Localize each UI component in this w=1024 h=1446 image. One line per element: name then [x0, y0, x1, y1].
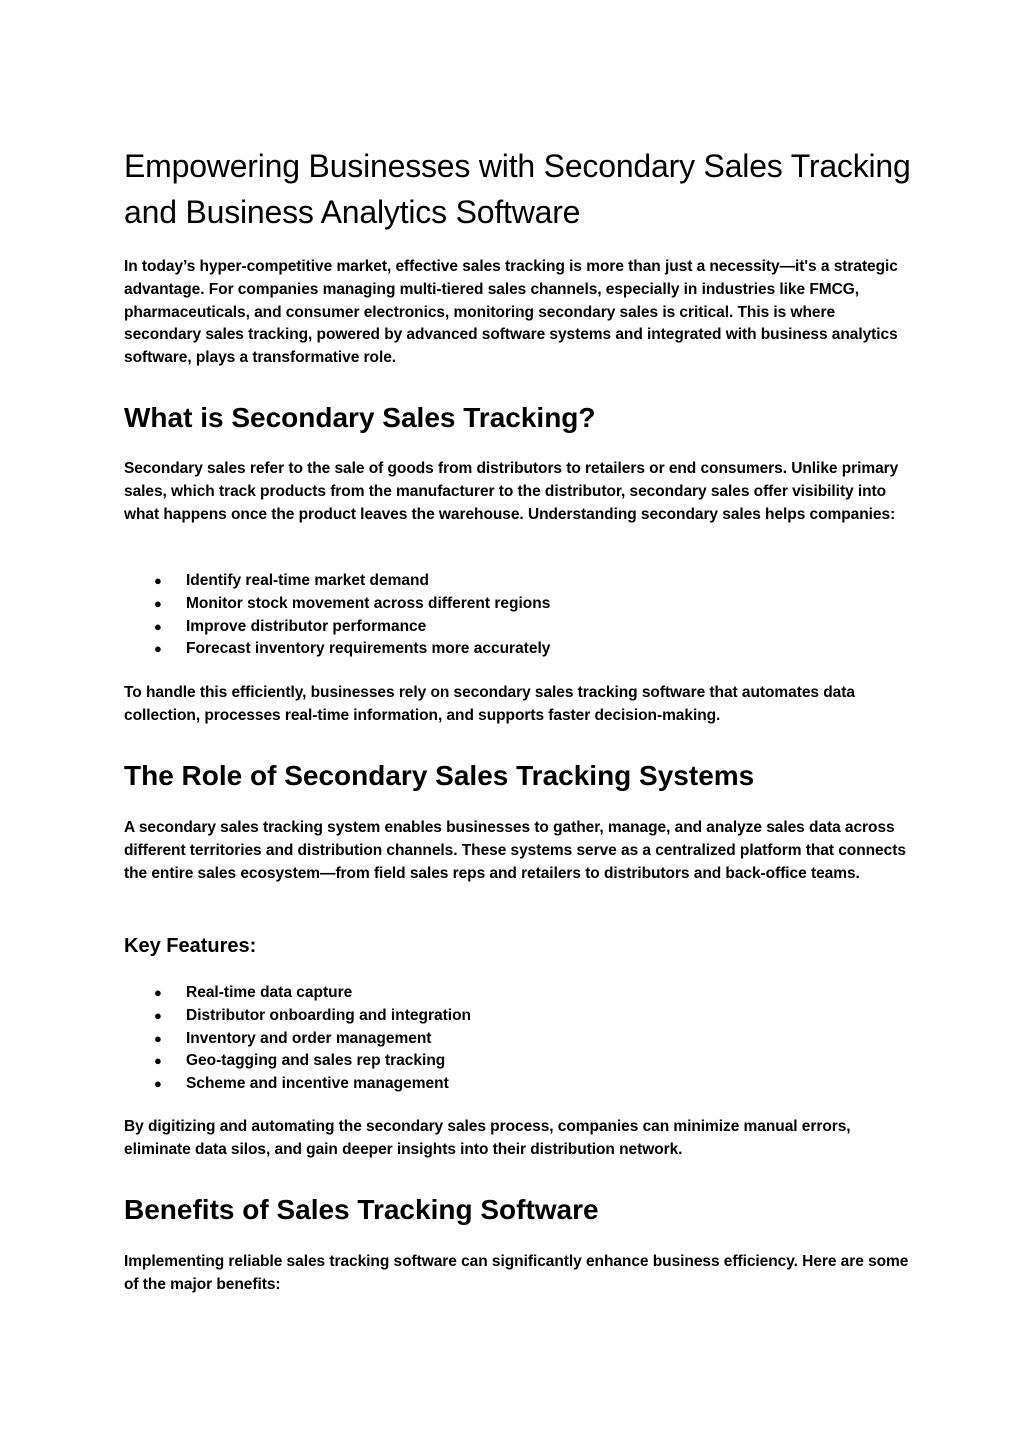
- list-item: [124, 982, 914, 1005]
- key-features-heading: Key Features:: [124, 935, 257, 957]
- list-item: [124, 570, 914, 593]
- bullet-icon: ●: [154, 1076, 162, 1092]
- document-title: Empowering Businesses with Secondary Sales Tracking and Business Analytics Software: [124, 148, 911, 230]
- bullet-icon: ●: [154, 1053, 162, 1069]
- list-item-text: Geo-tagging and sales rep tracking: [186, 1052, 446, 1070]
- bullet-icon: ●: [154, 573, 162, 588]
- list-item-text: Real-time data capture: [186, 984, 353, 1001]
- list-item: [124, 616, 914, 639]
- bullet-icon: ●: [154, 985, 162, 1000]
- section-heading-benefits: Benefits of Sales Tracking Software: [124, 1194, 599, 1225]
- section-role-paragraph-1: A secondary sales tracking system enables businesses to gather, manage, and analyze sales data across different territories and distribution channels. These systems serve as a centralized platform that connects the entire sales ecosystem—from field sales reps and retailers to distributors and back-office teams.: [124, 819, 906, 882]
- bullet-icon: ●: [154, 1007, 162, 1023]
- key-features-bullet-list: [124, 982, 914, 1096]
- list-item-text: Monitor stock movement across different regions: [186, 594, 551, 612]
- bullet-icon: ●: [154, 1030, 162, 1046]
- list-item: [124, 1005, 914, 1028]
- list-item-text: Improve distributor performance: [186, 617, 427, 635]
- list-item: [124, 593, 914, 616]
- section-role-paragraph-2: By digitizing and automating the secondary sales process, companies can minimize manual errors, eliminate data silos, and gain deeper insights into their distribution network.: [124, 1118, 851, 1158]
- list-item-text: Inventory and order management: [186, 1029, 432, 1047]
- bullet-icon: ●: [154, 595, 162, 611]
- list-item: [124, 1073, 914, 1096]
- section-what-is-paragraph-2: To handle this efficiently, businesses rely on secondary sales tracking software that automates data collection, processes real-time information, and supports faster decision-making.: [124, 684, 855, 724]
- bullet-icon: ●: [154, 641, 162, 657]
- section-benefits-paragraph-1: Implementing reliable sales tracking software can significantly enhance business efficiency. Here are some of the major benefits:: [124, 1253, 909, 1293]
- list-item-text: Distributor onboarding and integration: [186, 1006, 472, 1024]
- section-what-is-bullet-list: [124, 570, 914, 661]
- list-item-text: Scheme and incentive management: [186, 1075, 449, 1093]
- list-item: [124, 1050, 914, 1073]
- list-item-text: Forecast inventory requirements more accurately: [186, 640, 551, 658]
- section-heading-what-is: What is Secondary Sales Tracking?: [124, 402, 596, 433]
- bullet-icon: ●: [154, 618, 162, 634]
- section-heading-role: The Role of Secondary Sales Tracking Systems: [124, 760, 755, 791]
- list-item-text: Identify real-time market demand: [186, 572, 429, 589]
- list-item: [124, 638, 914, 661]
- section-what-is-paragraph-1: Secondary sales refer to the sale of goods from distributors to retailers or end consumers. Unlike primary sales, which track products from the manufacturer to the distributor, secondary sales offer visibility into what happens once the product leaves the warehouse. Understanding secondary sales helps companies:: [124, 460, 899, 523]
- intro-paragraph: In today’s hyper-competitive market, effective sales tracking is more than just a necessity—it's a strategic advantage. For companies managing multi-tiered sales channels, especially in industries like FMCG, pharmaceuticals, and consumer electronics, monitoring secondary sales is critical. This is where secondary sales tracking, powered by advanced software systems and integrated with business analytics software, plays a transformative role.: [124, 258, 898, 367]
- list-item: [124, 1028, 914, 1051]
